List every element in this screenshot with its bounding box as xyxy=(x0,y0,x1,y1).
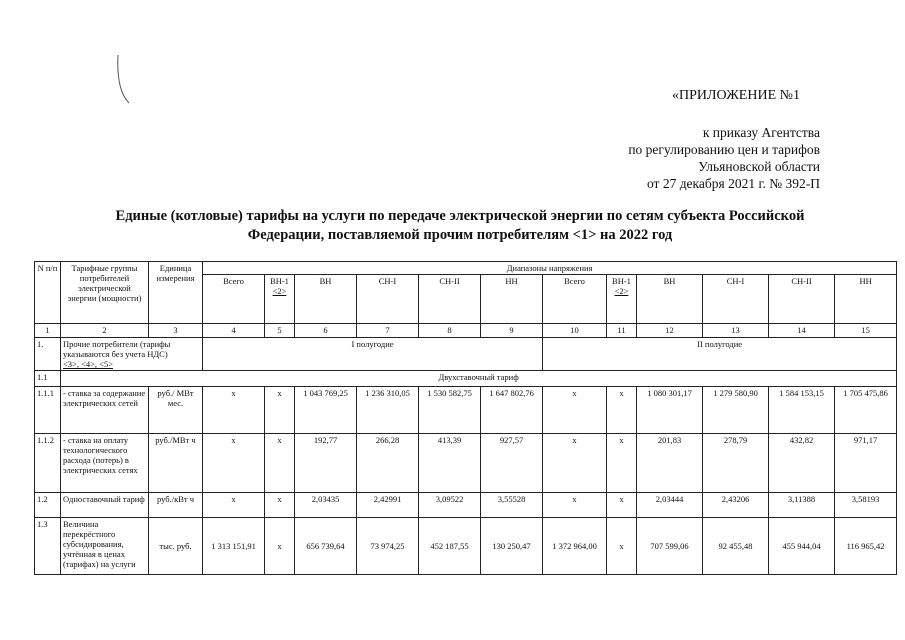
header-col xyxy=(265,275,295,324)
cell: 1 530 582,75 xyxy=(419,387,481,434)
order-line: Ульяновской области xyxy=(698,159,820,174)
row-num: 1.1.2 xyxy=(35,434,61,493)
row-unit: руб./МВт ч xyxy=(149,434,203,493)
table-row xyxy=(35,518,897,575)
column-number: 6 xyxy=(295,324,357,338)
row-name: Одноставочный тариф xyxy=(61,493,149,518)
cell: x xyxy=(543,434,607,493)
section-name-text: Прочие потребители (тарифы указываются без учета НДС) xyxy=(63,339,171,359)
column-number: 8 xyxy=(419,324,481,338)
cell: x xyxy=(543,493,607,518)
section-num: 1. xyxy=(35,338,61,371)
cell: 3,11388 xyxy=(769,493,835,518)
cell: 192,77 xyxy=(295,434,357,493)
column-number: 14 xyxy=(769,324,835,338)
header-col xyxy=(607,275,637,324)
cell: x xyxy=(607,387,637,434)
cell: 266,28 xyxy=(357,434,419,493)
cell: x xyxy=(265,493,295,518)
cell: 455 944,04 xyxy=(769,518,835,575)
subsection-name: Двухставочный тариф xyxy=(61,371,897,387)
cell: 1 372 964,00 xyxy=(543,518,607,575)
row-unit: тыс. руб. xyxy=(149,518,203,575)
header-unit: Единица измерения xyxy=(149,262,203,324)
cell: 1 705 475,86 xyxy=(835,387,897,434)
cell: 2,03444 xyxy=(637,493,703,518)
cell: 1 279 580,90 xyxy=(703,387,769,434)
header-col: СН-II xyxy=(769,275,835,324)
document-title xyxy=(60,207,860,245)
cell: 432,82 xyxy=(769,434,835,493)
cell: 201,83 xyxy=(637,434,703,493)
header-col: Всего xyxy=(203,275,265,324)
row-name: - ставка на оплату технологического расхода (потерь) в электрических сетях xyxy=(61,434,149,493)
header-group: Тарифные группы потребителей электрической энергии (мощности) xyxy=(61,262,149,324)
half-year-2: II полугодие xyxy=(543,338,897,371)
title-line-1: Единые (котловые) тарифы на услуги по передаче электрической энергии по сетям субъекта Российской xyxy=(115,208,805,224)
row-num: 1.3 xyxy=(35,518,61,575)
header-col: СН-II xyxy=(419,275,481,324)
table-row xyxy=(35,434,897,493)
cell: 452 187,55 xyxy=(419,518,481,575)
column-number: 3 xyxy=(149,324,203,338)
column-number: 1 xyxy=(35,324,61,338)
section-name xyxy=(61,338,203,371)
cell: x xyxy=(265,434,295,493)
header-row-1 xyxy=(35,262,897,275)
order-line: от 27 декабря 2021 г. № 392-П xyxy=(646,176,820,191)
cell: 413,39 xyxy=(419,434,481,493)
cell: 1 647 802,76 xyxy=(481,387,543,434)
cell: 656 739,64 xyxy=(295,518,357,575)
column-number: 9 xyxy=(481,324,543,338)
cell: 2,42991 xyxy=(357,493,419,518)
column-number: 10 xyxy=(543,324,607,338)
title-line-2: Федерации, поставляемой прочим потребителям <1> на 2022 год xyxy=(247,227,673,243)
order-line: к приказу Агентства xyxy=(702,125,820,140)
cell: 1 080 301,17 xyxy=(637,387,703,434)
table-row xyxy=(35,493,897,518)
table-row xyxy=(35,387,897,434)
cell: 2,43206 xyxy=(703,493,769,518)
column-number: 15 xyxy=(835,324,897,338)
column-number: 5 xyxy=(265,324,295,338)
header-col-label: ВН-1 xyxy=(270,276,289,286)
cell: 927,57 xyxy=(481,434,543,493)
footnote-refs: <3>, <4>, <5> xyxy=(63,359,114,369)
cell: 278,79 xyxy=(703,434,769,493)
cell: x xyxy=(203,434,265,493)
tariff-table xyxy=(34,261,897,575)
cell: 1 584 153,15 xyxy=(769,387,835,434)
header-col: СН-I xyxy=(357,275,419,324)
row-unit: руб./кВт ч xyxy=(149,493,203,518)
header-ranges: Диапазоны напряжения xyxy=(203,262,897,275)
cell: 1 236 310,05 xyxy=(357,387,419,434)
annex-heading: «ПРИЛОЖЕНИЕ №1 xyxy=(672,88,800,103)
section-row xyxy=(35,338,897,371)
cell: 130 250,47 xyxy=(481,518,543,575)
cell: x xyxy=(607,518,637,575)
header-col: ВН xyxy=(295,275,357,324)
cell: 2,03435 xyxy=(295,493,357,518)
footnote-ref: <2> xyxy=(614,286,629,296)
cell: x xyxy=(203,493,265,518)
cell: 1 043 769,25 xyxy=(295,387,357,434)
cell: x xyxy=(607,493,637,518)
cell: 1 313 151,91 xyxy=(203,518,265,575)
column-number: 13 xyxy=(703,324,769,338)
header-col: СН-I xyxy=(703,275,769,324)
row-name: - ставка за содержание электрических сетей xyxy=(61,387,149,434)
column-number: 2 xyxy=(61,324,149,338)
header-num: N п/п xyxy=(35,262,61,324)
cell: x xyxy=(203,387,265,434)
cell: 3,09522 xyxy=(419,493,481,518)
cell: 92 455,48 xyxy=(703,518,769,575)
header-col: НН xyxy=(835,275,897,324)
column-number: 12 xyxy=(637,324,703,338)
cell: x xyxy=(265,387,295,434)
subsection-row xyxy=(35,371,897,387)
column-number: 4 xyxy=(203,324,265,338)
cell: x xyxy=(607,434,637,493)
cell: 3,55528 xyxy=(481,493,543,518)
subsection-num: 1.1 xyxy=(35,371,61,387)
order-reference xyxy=(580,124,820,192)
row-name: Величина перекрёстного субсидирования, учтённая в ценах (тарифах) на услуги xyxy=(61,518,149,575)
footnote-ref: <2> xyxy=(272,286,287,296)
header-col: ВН xyxy=(637,275,703,324)
scan-mark xyxy=(116,55,130,105)
column-number: 11 xyxy=(607,324,637,338)
row-num: 1.2 xyxy=(35,493,61,518)
order-line: по регулированию цен и тарифов xyxy=(628,142,820,157)
cell: 116 965,42 xyxy=(835,518,897,575)
header-col-label: ВН-1 xyxy=(612,276,631,286)
column-number-row xyxy=(35,324,897,338)
header-col: НН xyxy=(481,275,543,324)
cell: x xyxy=(543,387,607,434)
cell: x xyxy=(265,518,295,575)
column-number: 7 xyxy=(357,324,419,338)
half-year-1: I полугодие xyxy=(203,338,543,371)
cell: 707 599,06 xyxy=(637,518,703,575)
cell: 3,58193 xyxy=(835,493,897,518)
row-num: 1.1.1 xyxy=(35,387,61,434)
row-unit: руб./ МВт мес. xyxy=(149,387,203,434)
cell: 971,17 xyxy=(835,434,897,493)
header-col: Всего xyxy=(543,275,607,324)
cell: 73 974,25 xyxy=(357,518,419,575)
